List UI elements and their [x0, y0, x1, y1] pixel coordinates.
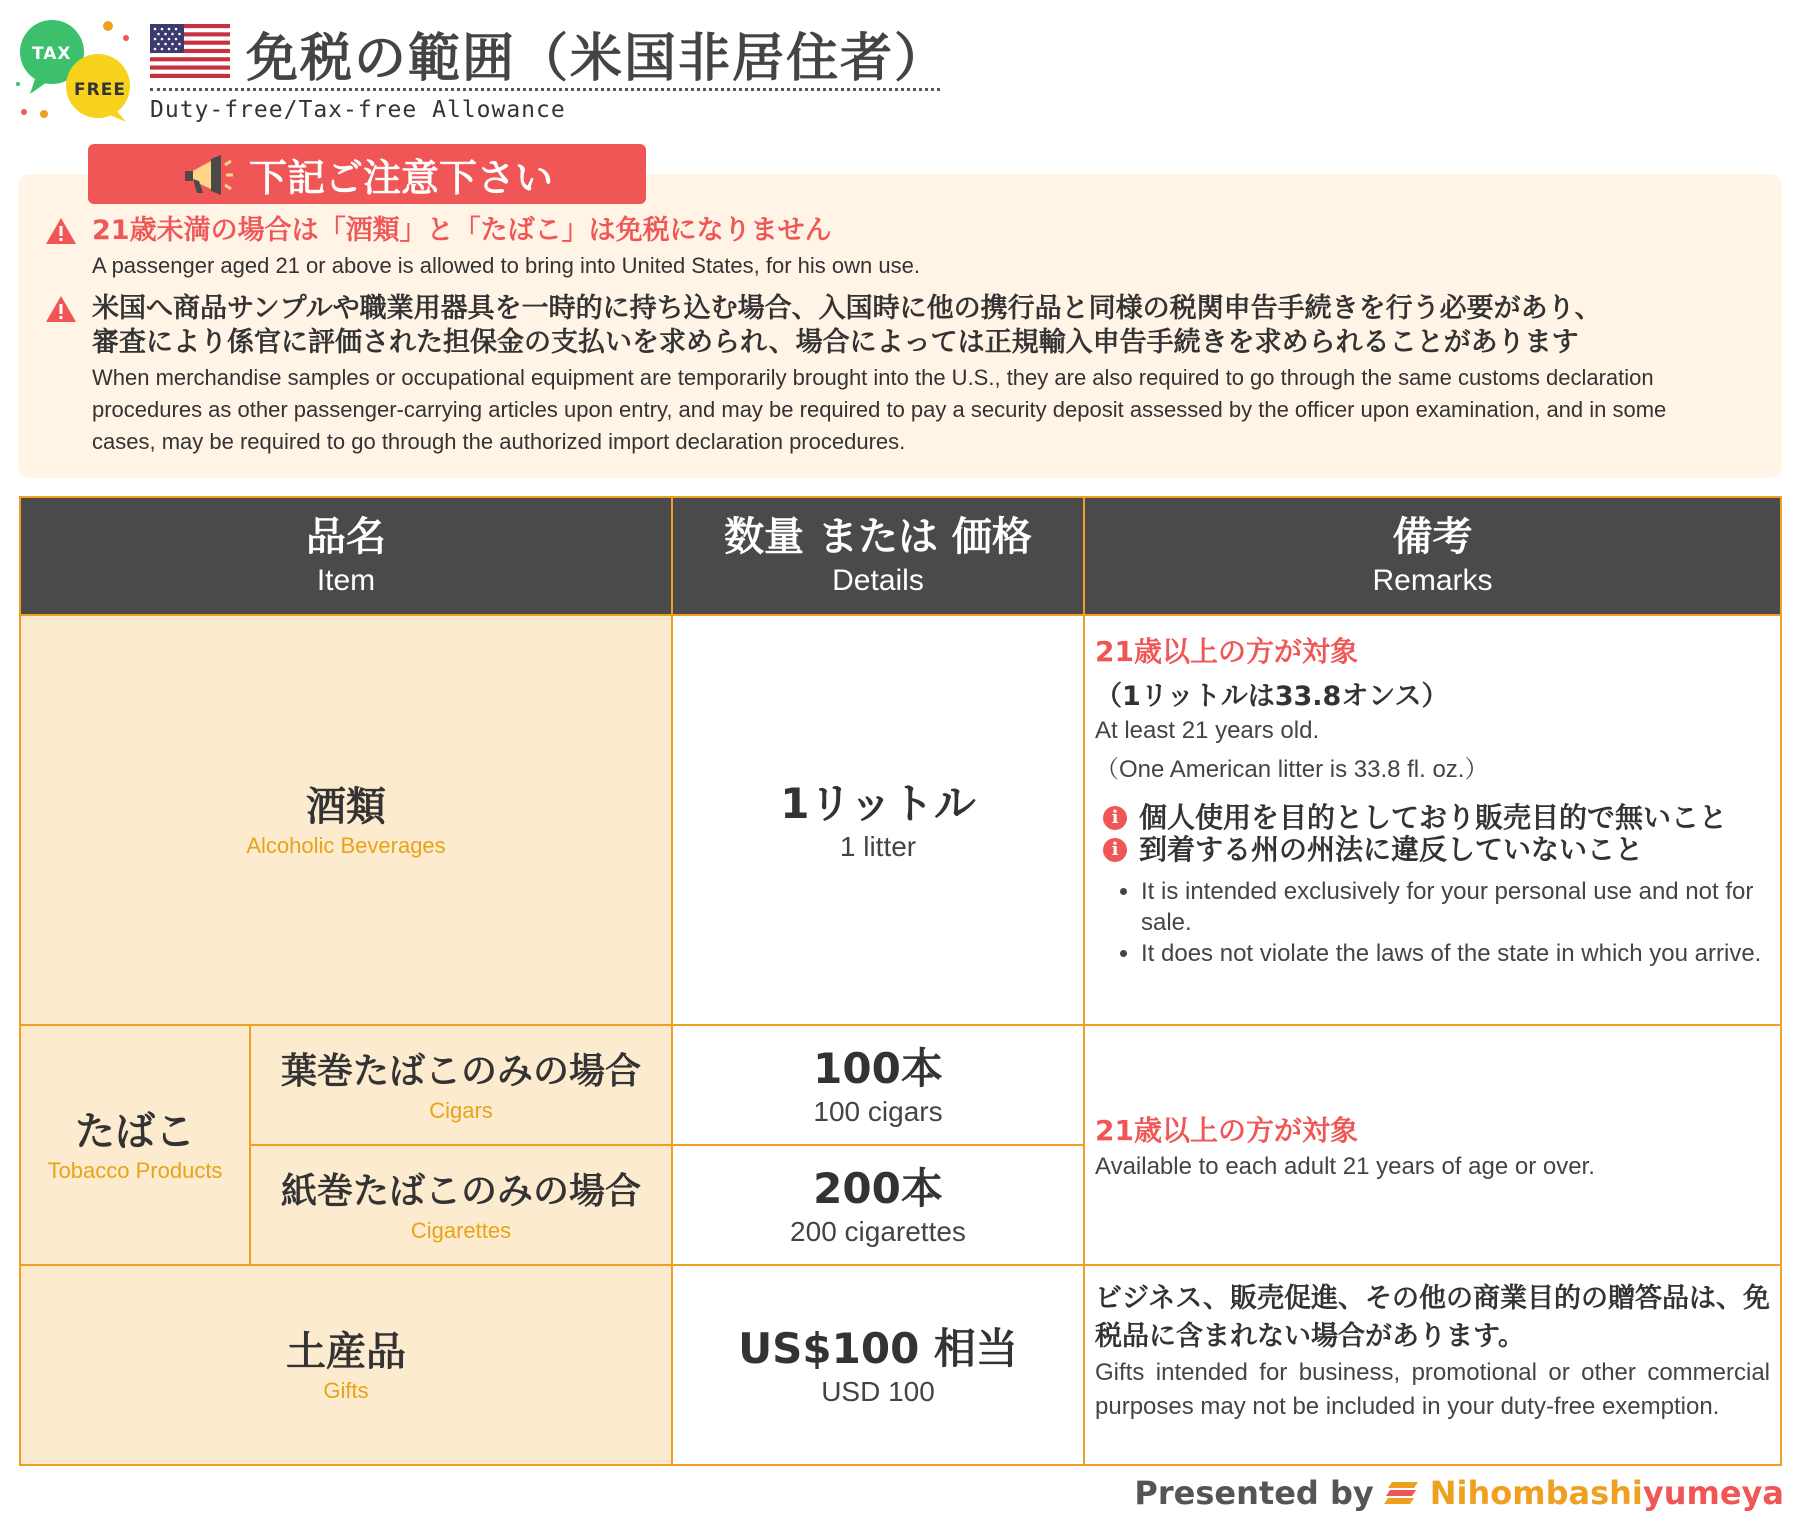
title-divider	[150, 88, 940, 91]
footer-presented-by: Presented by	[1134, 1474, 1374, 1512]
gifts-remark-jp: ビジネス、販売促進、その他の商業目的の贈答品は、免税品に含まれない場合があります。	[1095, 1283, 1770, 1352]
warning-samples-jp-line1: 米国へ商品サンプルや職業用器具を一時的に持ち込む場合、入国時に他の携行品と同様の税関申告手続きを行う必要があり、	[92, 293, 1602, 324]
footer-brand-name-a: Nihombashi	[1429, 1474, 1643, 1512]
alcohol-condition-state-law	[1103, 834, 1770, 866]
row-gifts-item	[21, 1266, 673, 1464]
tax-free-logo	[16, 14, 146, 129]
allowance-table	[19, 496, 1782, 1466]
header-remarks	[1085, 498, 1780, 614]
warning-age-jp: 21歳未満の場合は「酒類」と「たばこ」は免税になりません	[92, 215, 832, 246]
warning-samples-jp-line2: 審査により係官に評価された担保金の支払いを求められ、場合によっては正規輸入申告手続きを求められることがあります	[92, 327, 1579, 358]
footer-credit	[1134, 1474, 1784, 1512]
tobacco-item-jp: たばこ	[75, 1109, 195, 1155]
alcohol-remark-age-en: At least 21 years old.	[1095, 717, 1320, 744]
cigarettes-qty-en: 200 cigarettes	[790, 1216, 966, 1247]
header-item-en: Item	[316, 564, 376, 597]
list-item: • It is intended exclusively for your personal use and not for sale.	[1141, 876, 1770, 938]
brand-logo-icon	[1384, 1478, 1420, 1508]
row-cigars-details	[673, 1026, 1085, 1146]
alcohol-condition-state-law-text: 到着する州の州法に違反していないこと	[1139, 833, 1644, 866]
row-gifts-remarks	[1085, 1266, 1780, 1464]
row-alcohol-details	[673, 614, 1085, 1026]
warning-samples-en: When merchandise samples or occupational equipment are temporarily brought into the U.S., they are also required to go through the same customs declaration procedures as other passenger-carrying articles upon entry, and may be required to pay a security deposit assessed by the officer upon examination, and in some cases, may be required to go through the authorized import declaration procedures.	[92, 365, 1667, 454]
warning-icon	[44, 294, 78, 324]
alcohol-condition-list	[1095, 876, 1770, 969]
gifts-item-jp: 土産品	[286, 1329, 406, 1375]
notice-banner	[88, 144, 646, 204]
warning-age-en: A passenger aged 21 or above is allowed to bring into United States, for his own use.	[92, 253, 920, 278]
header-details	[673, 498, 1085, 614]
info-icon: i	[1103, 838, 1127, 862]
header-remarks-jp: 備考	[1392, 514, 1473, 560]
cigars-item-en: Cigars	[429, 1098, 493, 1123]
cigarettes-qty-jp: 200本	[813, 1164, 943, 1213]
row-cigarettes-item	[251, 1146, 673, 1266]
alcohol-condition-personal	[1103, 802, 1770, 834]
alcohol-remark-age: 21歳以上の方が対象	[1095, 635, 1358, 668]
row-gifts-details	[673, 1266, 1085, 1464]
cigars-qty-jp: 100本	[813, 1044, 943, 1093]
gifts-remark-en: Gifts intended for business, promotional or other commercial purposes may not be included in your duty-free exemption.	[1095, 1359, 1770, 1420]
tobacco-remark-en: Available to each adult 21 years of age or over.	[1095, 1153, 1595, 1180]
us-flag-icon	[150, 24, 230, 78]
alcohol-qty-en: 1 litter	[839, 831, 917, 862]
alcohol-qty-jp: 1リットル	[780, 779, 976, 828]
row-cigars-item	[251, 1026, 673, 1146]
cigars-qty-en: 100 cigars	[813, 1096, 943, 1127]
page-title: 免税の範囲（米国非居住者）	[246, 29, 949, 89]
gifts-item-en: Gifts	[323, 1378, 369, 1403]
gifts-qty-en: USD 100	[821, 1376, 935, 1407]
gifts-qty-jp: US$100 相当	[738, 1324, 1018, 1373]
footer-brand-name-b: yumeya	[1642, 1474, 1784, 1512]
header-details-en: Details	[832, 564, 924, 597]
header-remarks-en: Remarks	[1372, 564, 1493, 597]
cigars-item-jp: 葉巻たばこのみの場合	[280, 1051, 641, 1092]
megaphone-icon	[181, 151, 235, 197]
logo-free-text: FREE	[74, 80, 126, 100]
row-tobacco-remarks	[1085, 1026, 1780, 1266]
page-subtitle: Duty-free/Tax-free Allowance	[150, 97, 566, 123]
logo-tax-text: TAX	[32, 44, 72, 64]
alcohol-item-jp: 酒類	[306, 784, 386, 830]
tobacco-item-en: Tobacco Products	[47, 1158, 223, 1183]
cigarettes-item-jp: 紙巻たばこのみの場合	[280, 1171, 641, 1212]
row-tobacco-item	[21, 1026, 251, 1266]
info-icon: i	[1103, 806, 1127, 830]
header-details-jp: 数量 または 価格	[724, 514, 1032, 560]
cigarettes-item-en: Cigarettes	[410, 1218, 512, 1243]
notice-banner-label: 下記ご注意下さい	[248, 155, 553, 200]
list-item: • It does not violate the laws of the state in which you arrive.	[1141, 938, 1770, 969]
alcohol-remark-ounce-jp: （1リットルは33.8オンス）	[1095, 681, 1449, 712]
header-item	[21, 498, 673, 614]
row-alcohol-remarks	[1085, 614, 1780, 1026]
alcohol-remark-ounce-en: （One American litter is 33.8 fl. oz.）	[1095, 756, 1489, 783]
row-alcohol-item	[21, 614, 673, 1026]
tobacco-remark-age: 21歳以上の方が対象	[1095, 1114, 1358, 1147]
alcohol-condition-personal-text: 個人使用を目的としており販売目的で無いこと	[1139, 801, 1728, 834]
alcohol-item-en: Alcoholic Beverages	[246, 833, 446, 858]
warning-icon	[44, 216, 78, 246]
header-item-jp: 品名	[306, 514, 386, 560]
row-cigarettes-details	[673, 1146, 1085, 1266]
